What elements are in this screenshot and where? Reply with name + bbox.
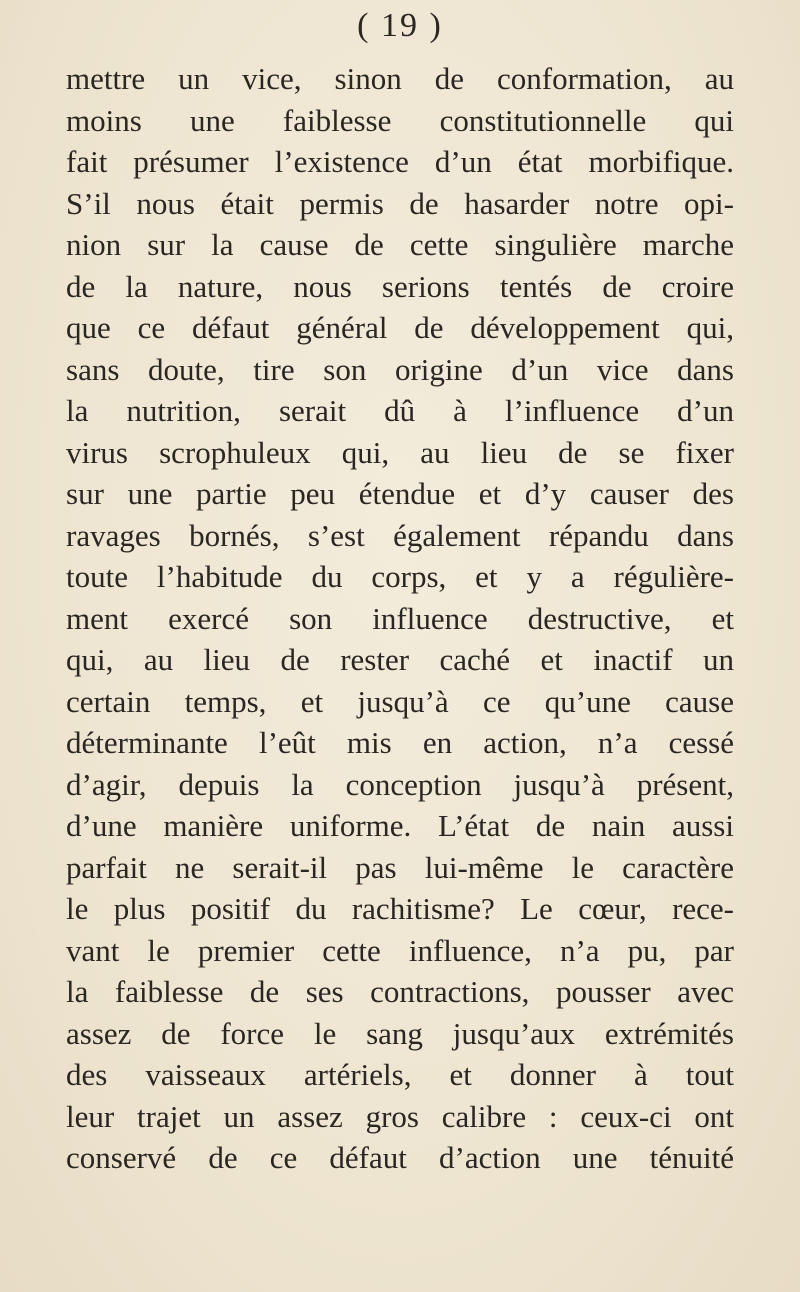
text-line: sur une partie peu étendue et d’y causer des	[66, 476, 734, 511]
text-line: de la nature, nous serions tentés de croire	[66, 268, 734, 304]
text-line: parfait ne serait-il pas lui-même le caractère	[66, 849, 734, 885]
text-line: assez de force le sang jusqu’aux extrémités	[66, 1015, 734, 1051]
text-line: d’une manière uniforme. L’état de nain aussi	[66, 808, 734, 843]
text-line: virus scrophuleux qui, au lieu de se fixer	[66, 434, 734, 470]
text-line: d’agir, depuis la conception jusqu’à présent,	[66, 766, 734, 802]
text-line: toute l’habitude du corps, et y a régulière-	[66, 559, 734, 594]
text-line: des vaisseaux artériels, et donner à tout	[66, 1057, 734, 1092]
text-line: ravages bornés, s’est également répandu dans	[66, 517, 734, 553]
text-line: que ce défaut général de développement qui,	[66, 310, 734, 345]
text-line: ment exercé son influence destructive, et	[66, 600, 734, 636]
text-line: conservé de ce défaut d’action une ténuité	[66, 1140, 734, 1175]
page-number: ( 19 )	[357, 7, 443, 44]
text-line: la nutrition, serait dû à l’influence d’un	[66, 393, 734, 428]
text-line: S’il nous était permis de hasarder notre opi-	[66, 185, 734, 221]
text-line: qui, au lieu de rester caché et inactif un	[66, 642, 734, 677]
text-line: la faiblesse de ses contractions, pousser avec	[66, 974, 734, 1009]
text-line: fait présumer l’existence d’un état morbifique.	[66, 144, 734, 179]
text-line: moins une faiblesse constitutionnelle qui	[66, 102, 734, 138]
text-line: mettre un vice, sinon de conformation, au	[66, 61, 734, 96]
text-line: sans doute, tire son origine d’un vice dans	[66, 351, 734, 387]
text-line: certain temps, et jusqu’à ce qu’une cause	[66, 683, 734, 719]
text-line: vant le premier cette influence, n’a pu, par	[66, 932, 734, 968]
text-line: leur trajet un assez gros calibre : ceux-ci ont	[66, 1098, 734, 1134]
text-line: déterminante l’eût mis en action, n’a cessé	[66, 725, 734, 760]
text-line: le plus positif du rachitisme? Le cœur, rece-	[66, 891, 734, 926]
body-text	[66, 58, 734, 1179]
text-line: nion sur la cause de cette singulière marche	[66, 227, 734, 262]
